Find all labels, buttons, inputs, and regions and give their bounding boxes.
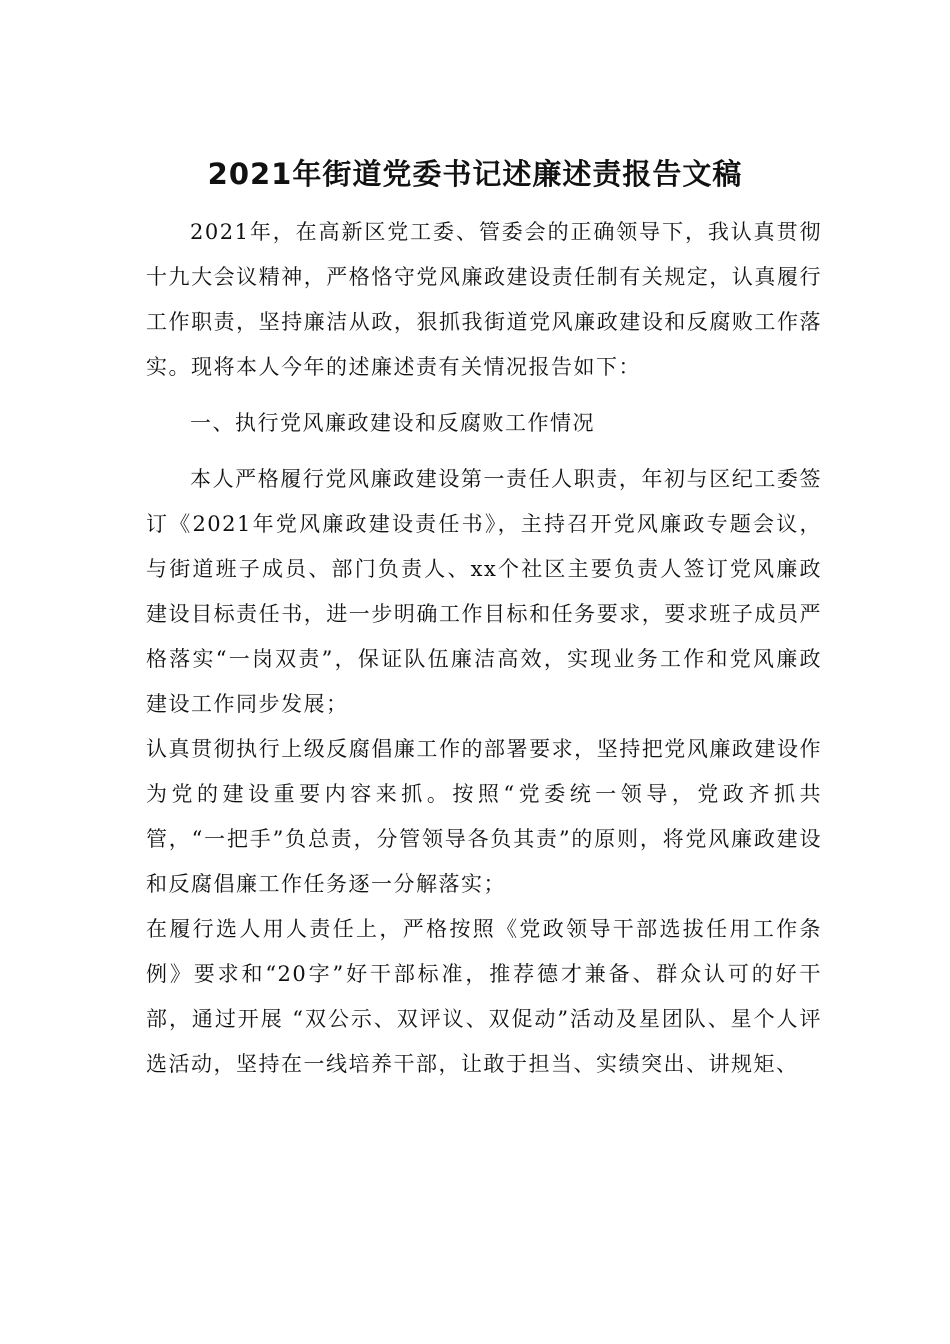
section-heading-1: 一、执行党风廉政建设和反腐败工作情况 xyxy=(190,411,595,435)
body-paragraph-3: 在履行选人用人责任上，严格按照《党政领导干部选拔任用工作条例》要求和“20字”好干部标准，推荐德才兼备、群众认可的好干部，通过开展 “双公示、双评议、双促动”活动及星团队、星个人评选活动，坚持在一线培养干部，让敢于担当、实绩突出、讲规矩、 xyxy=(146,917,822,1076)
document-body xyxy=(146,210,822,1087)
intro-paragraph: 2021年，在高新区党工委、管委会的正确领导下，我认真贯彻十九大会议精神，严格恪守党风廉政建设责任制有关规定，认真履行工作职责，坚持廉洁从政，狠抓我街道党风廉政建设和反腐败工作落实。现将本人今年的述廉述责有关情况报告如下： xyxy=(146,220,822,379)
body-paragraph-1: 本人严格履行党风廉政建设第一责任人职责，年初与区纪工委签订《2021年党风廉政建设责任书》，主持召开党风廉政专题会议，与街道班子成员、部门负责人、xx个社区主要负责人签订党风廉政建设目标责任书，进一步明确工作目标和任务要求，要求班子成员严格落实“一岗双责”，保证队伍廉洁高效，实现业务工作和党风廉政建设工作同步发展； xyxy=(146,467,822,716)
document-title: 2021年街道党委书记述廉述责报告文稿 xyxy=(207,157,743,191)
body-paragraph-2: 认真贯彻执行上级反腐倡廉工作的部署要求，坚持把党风廉政建设作为党的建设重要内容来抓。按照“党委统一领导，党政齐抓共管，“一把手”负总责，分管领导各负其责”的原则，将党风廉政建设和反腐倡廉工作任务逐一分解落实； xyxy=(146,737,822,896)
